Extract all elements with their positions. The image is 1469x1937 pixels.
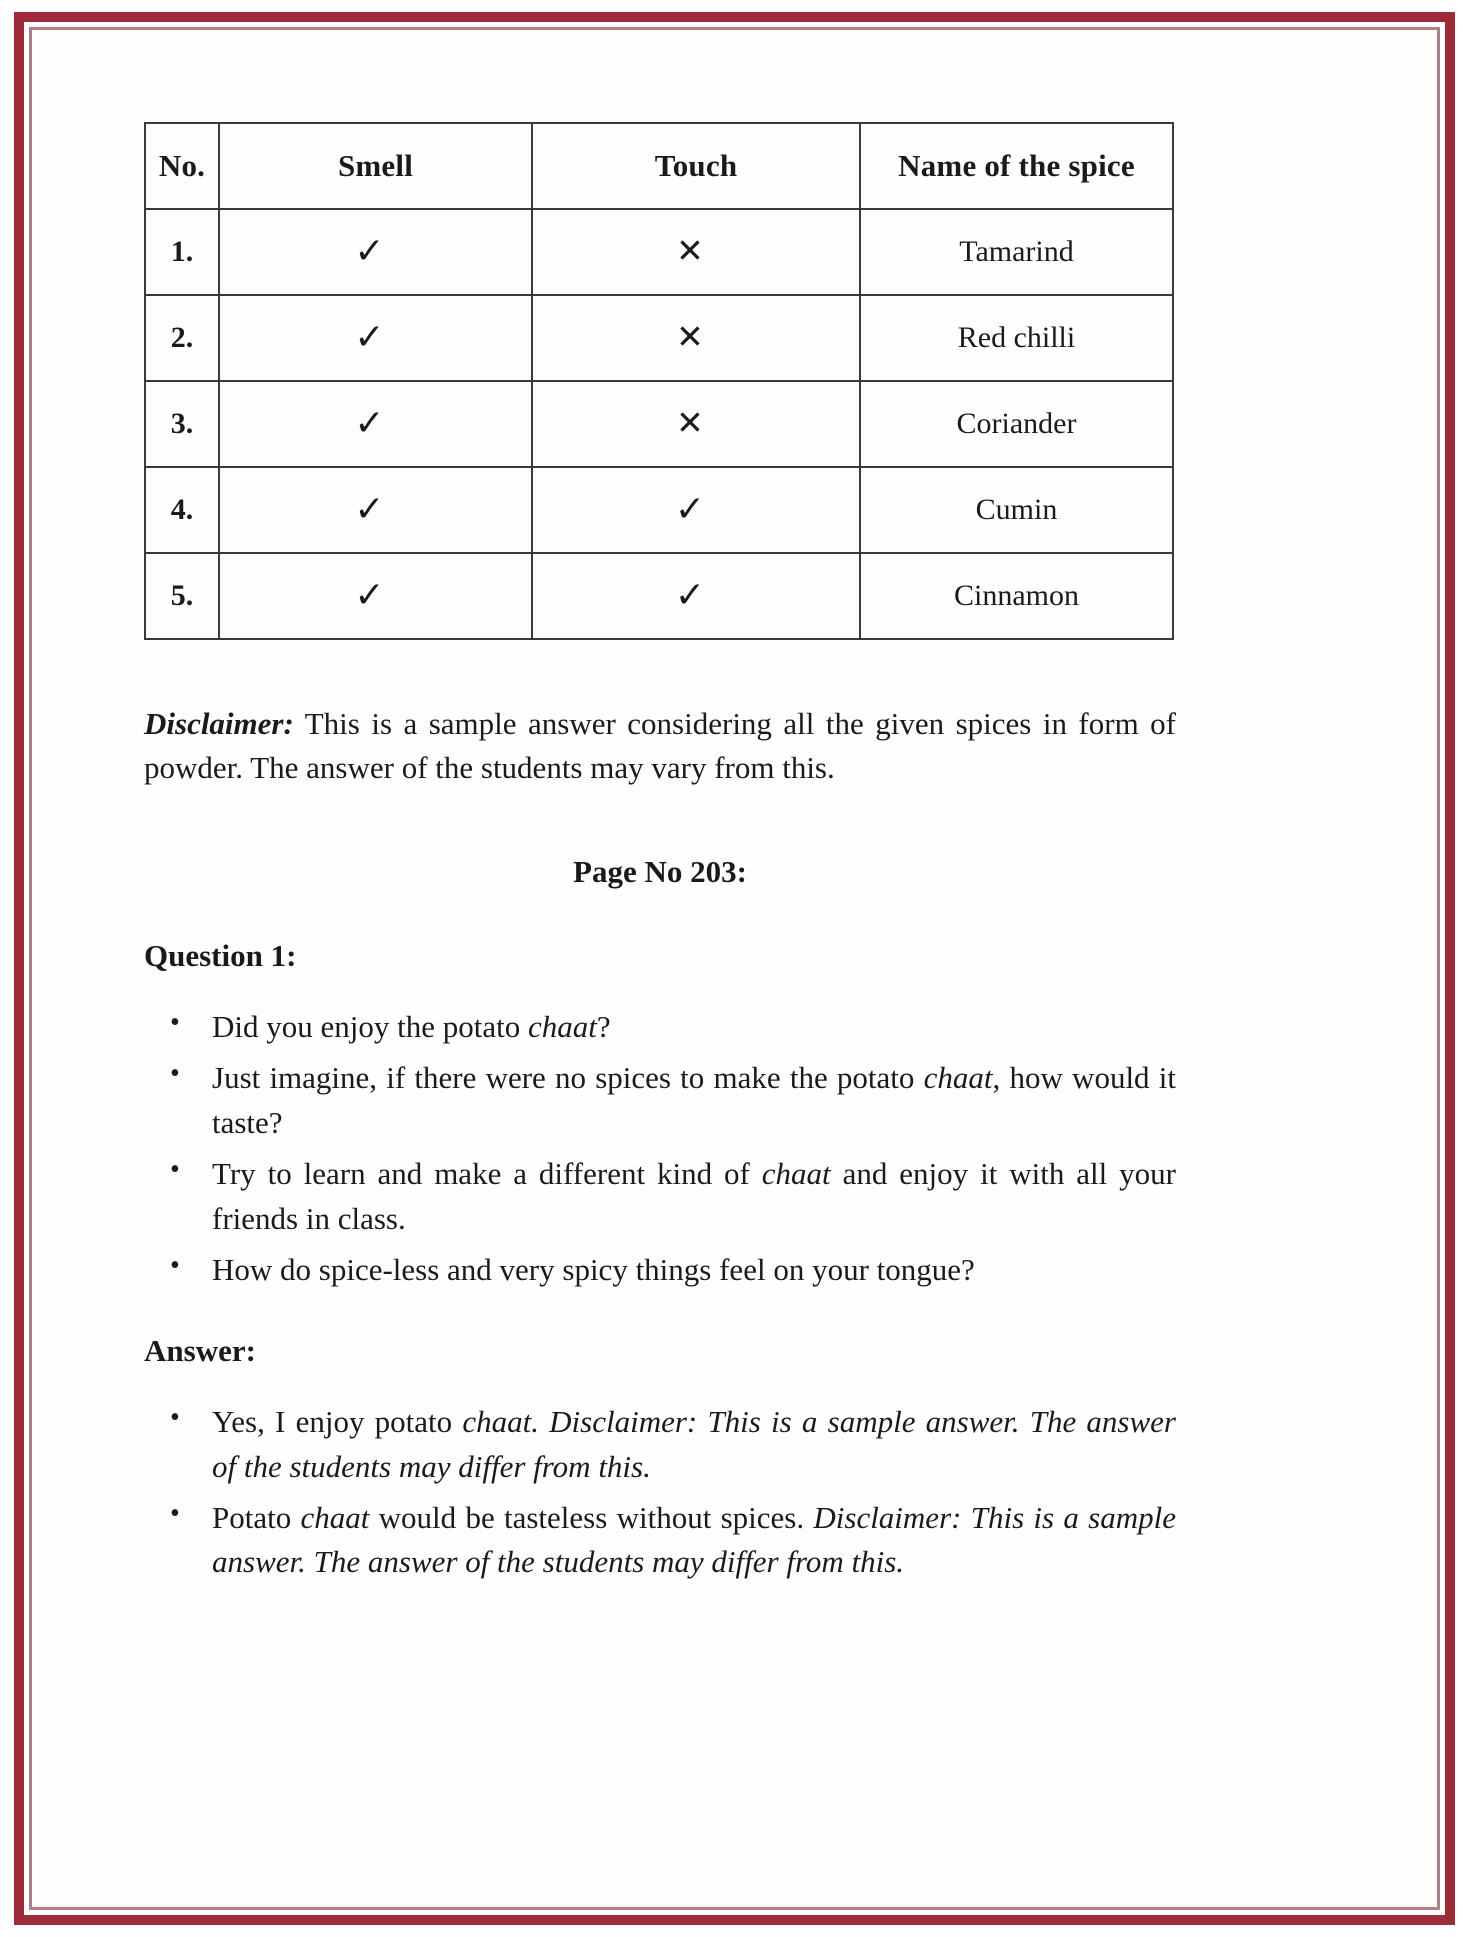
cell-touch bbox=[532, 553, 860, 639]
check-icon: ✓ bbox=[674, 488, 706, 530]
cross-icon: ✕ bbox=[676, 317, 704, 356]
table-row bbox=[145, 209, 1173, 295]
plain-text: Just imagine, if there were no spices to make the potato bbox=[212, 1059, 924, 1095]
cell-spice-name: Cinnamon bbox=[860, 553, 1173, 639]
plain-text: How do spice-less and very spicy things feel on your tongue? bbox=[212, 1251, 975, 1287]
plain-text: and enjoy it with all your friends in class. bbox=[212, 1155, 1176, 1236]
page-border-outer bbox=[14, 12, 1455, 1925]
check-icon: ✓ bbox=[354, 574, 385, 616]
check-icon: ✓ bbox=[354, 402, 385, 444]
emphasised-text: chaat bbox=[761, 1155, 831, 1191]
cell-spice-name: Cumin bbox=[860, 467, 1173, 553]
table-body bbox=[145, 209, 1173, 639]
list-item bbox=[144, 1056, 1176, 1146]
column-header-no: No. bbox=[145, 123, 219, 209]
list-item bbox=[144, 1005, 1176, 1050]
cell-no: 5. bbox=[145, 553, 219, 639]
cell-smell bbox=[219, 381, 532, 467]
question-heading: Question 1: bbox=[144, 938, 297, 974]
table-disclaimer bbox=[144, 702, 1176, 790]
cell-spice-name: Tamarind bbox=[860, 209, 1173, 295]
plain-text: Try to learn and make a different kind of bbox=[212, 1155, 762, 1191]
table-header-row bbox=[145, 123, 1173, 209]
emphasised-text: chaat bbox=[527, 1009, 597, 1045]
plain-text: , how would it taste? bbox=[212, 1059, 1176, 1140]
column-header-touch: Touch bbox=[532, 123, 860, 209]
cell-smell bbox=[219, 553, 532, 639]
disclaimer-label: Disclaimer: bbox=[144, 706, 294, 741]
cross-icon: ✕ bbox=[676, 403, 704, 442]
cell-no: 4. bbox=[145, 467, 219, 553]
table-row bbox=[145, 295, 1173, 381]
cell-spice-name: Coriander bbox=[860, 381, 1173, 467]
table-row bbox=[145, 381, 1173, 467]
cell-touch bbox=[532, 209, 860, 295]
list-item bbox=[144, 1496, 1176, 1586]
answer-heading: Answer: bbox=[144, 1332, 256, 1368]
cell-touch bbox=[532, 295, 860, 381]
page-surface bbox=[56, 44, 1413, 1893]
cell-smell bbox=[219, 467, 532, 553]
plain-text: Yes, I enjoy potato bbox=[212, 1403, 463, 1439]
cell-smell bbox=[219, 209, 532, 295]
list-item bbox=[144, 1248, 1176, 1293]
plain-text: would be tasteless without spices. bbox=[369, 1499, 814, 1535]
page-number-heading: Page No 203: bbox=[573, 854, 747, 890]
cell-no: 1. bbox=[145, 209, 219, 295]
spice-observation-table bbox=[144, 122, 1174, 640]
answer-bullet-list bbox=[144, 1400, 1176, 1586]
plain-text: ? bbox=[596, 1009, 611, 1045]
emphasised-text: chaat bbox=[300, 1499, 370, 1535]
column-header-name: Name of the spice bbox=[860, 123, 1173, 209]
emphasised-text: chaat bbox=[923, 1059, 993, 1095]
table-row bbox=[145, 553, 1173, 639]
cell-touch bbox=[532, 381, 860, 467]
check-icon: ✓ bbox=[354, 488, 385, 530]
document-content bbox=[144, 122, 1176, 1591]
cell-smell bbox=[219, 295, 532, 381]
cell-spice-name: Red chilli bbox=[860, 295, 1173, 381]
cell-no: 3. bbox=[145, 381, 219, 467]
column-header-smell: Smell bbox=[219, 123, 532, 209]
emphasised-text: Disclaimer: This is a sample answer. The answer of the students may differ from this. bbox=[212, 1499, 1176, 1580]
plain-text: Did you enjoy the potato bbox=[212, 1009, 528, 1045]
list-item bbox=[144, 1152, 1176, 1242]
emphasised-text: chaat. Disclaimer: This is a sample answer. The answer of the students may differ from this. bbox=[212, 1403, 1176, 1484]
cell-touch bbox=[532, 467, 860, 553]
table-row bbox=[145, 467, 1173, 553]
check-icon: ✓ bbox=[674, 574, 706, 616]
check-icon: ✓ bbox=[354, 230, 385, 272]
question-bullet-list bbox=[144, 1005, 1176, 1293]
list-item bbox=[144, 1400, 1176, 1490]
check-icon: ✓ bbox=[354, 316, 385, 358]
cell-no: 2. bbox=[145, 295, 219, 381]
plain-text: Potato bbox=[212, 1499, 301, 1535]
disclaimer-text: This is a sample answer considering all the given spices in form of powder. The answer of the students may vary from this. bbox=[144, 706, 1176, 786]
cross-icon: ✕ bbox=[676, 231, 704, 270]
